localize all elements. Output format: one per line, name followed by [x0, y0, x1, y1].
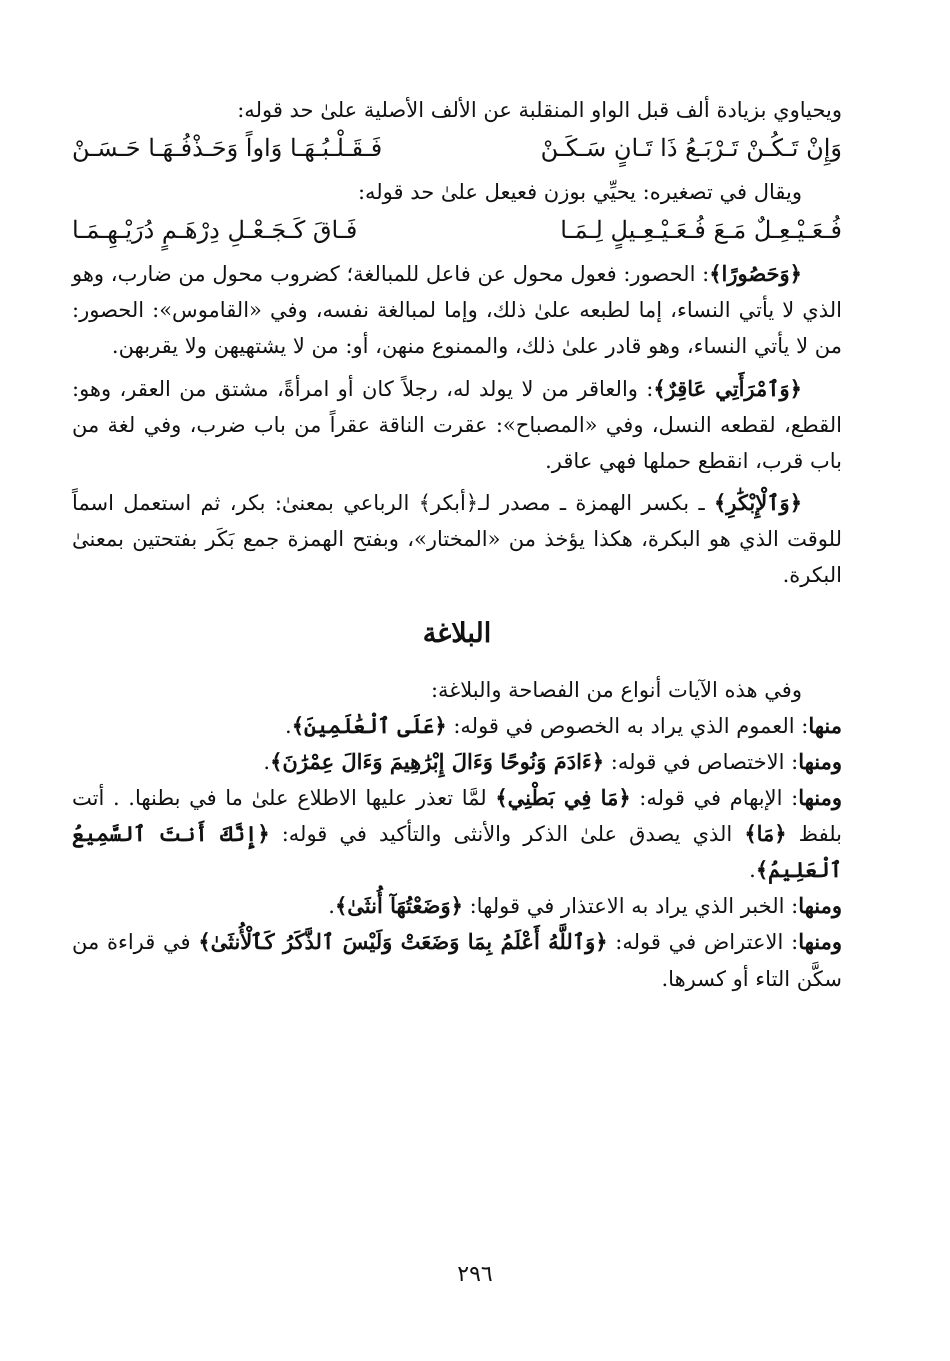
item-text: : الاعتراض في قوله:	[607, 930, 799, 955]
main-text	[72, 92, 842, 997]
quran-quote: ﴿وَٱمْرَأَتِي عَاقِرٌ﴾	[653, 375, 802, 401]
page-number: ٢٩٦	[457, 1262, 493, 1287]
item-text: : العموم الذي يراد به الخصوص في قوله:	[446, 713, 809, 738]
verse-1-hemistich-right: وَإِنْ تَـكُـنْ تَـرْبَـعُ ذَا تَـانٍ سَـكَـنْ	[540, 134, 842, 163]
item-end: .	[285, 713, 292, 738]
hasur-paragraph	[72, 256, 842, 364]
verse-1	[72, 130, 842, 166]
verse-2	[72, 212, 842, 248]
item-text: : الخبر الذي يراد به الاعتذار في قولها:	[462, 894, 799, 919]
quran-quote: ﴿وَحَصُورًا﴾	[709, 261, 802, 287]
quran-quote: ﴿عَلَى ٱلْعَٰلَمِينَ﴾	[291, 712, 447, 738]
quran-quote: ﴿وَٱللَّهُ أَعْلَمُ بِمَا وَضَعَتْ وَلَيْسَ ٱلذَّكَرُ كَٱلْأُنثَىٰ﴾	[198, 929, 608, 955]
item-text: : الاختصاص في قوله:	[604, 749, 799, 774]
intro-line: ويحياوي بزيادة ألف قبل الواو المنقلبة عن الألف الأصلية علىٰ حد قوله:	[237, 98, 842, 122]
quran-quote: ﴿وَضَعْتُهَآ أُنثَىٰ﴾	[334, 893, 463, 919]
quran-quote: ﴿إِنَّكَ أَنتَ ٱلسَّمِيعُ ٱلْعَلِيمُ﴾	[72, 821, 842, 883]
item-end: .	[328, 894, 335, 919]
balagha-item-4	[72, 888, 842, 924]
item-lead: منها	[808, 712, 842, 738]
item-end: .	[749, 858, 756, 883]
ibkar-paragraph	[72, 485, 842, 593]
balagha-item-2	[72, 744, 842, 780]
paragraph-text: : والعاقر من لا يولد له، رجلاً كان أو امرأةً، مشتق من العقر، وهو: القطع، لقطعه النسل، وفي «المصباح»: عقرت الناقة عقراً من باب ضرب، وفي لغة من باب قرب، انقطع حملها فهي عاقر.	[72, 376, 842, 473]
balagha-item-3	[72, 780, 842, 888]
paragraph-text: ـ بكسر الهمزة ـ مصدر لـ﴿أبكر﴾ الرباعي بمعنىٰ: بكر، ثم استعمل اسماً للوقت الذي هو البكرة، هكذا يؤخذ من «المختار»، وبفتح الهمزة جمع بَكَر بفتحتين بمعنىٰ البكرة.	[72, 490, 842, 588]
item-text: : الإبهام في قوله:	[630, 785, 799, 810]
item-text: في قراءة من سكَّن التاء أو كسرها.	[72, 930, 842, 991]
section-heading: البلاغة	[422, 618, 492, 650]
item-text: الذي يصدق علىٰ الذكر والأنثى والتأكيد في قوله:	[269, 822, 745, 847]
balagha-item-1	[72, 708, 842, 744]
tasghir-line: ويقال في تصغيره: يحيِّي بوزن فعيعل علىٰ حد قوله:	[357, 180, 802, 205]
quran-quote: ﴿مَا فِي بَطْنِي﴾	[495, 784, 631, 810]
verse-2-hemistich-right: فُـعَـيْـعِـلٌ مَـعَ فُـعَـيْـعِـيلٍ لِـمَـا	[560, 216, 842, 245]
verse-1-hemistich-left: فَـقَـلْـبُـهَـا وَاواً وَحَـذْفُـهَـا حَـسَـنْ	[72, 134, 383, 163]
item-lead: ومنها	[798, 929, 842, 955]
quran-quote: ﴿وَٱلْإِبْكَٰرِ﴾	[713, 489, 802, 515]
item-end: .	[263, 749, 271, 774]
quran-quote: ﴿مَا﴾	[744, 821, 787, 847]
verse-2-hemistich-left: فَـاقَ كَـجَـعْـلِ دِرْهَـمٍ دُرَيْـهِـمَـا	[72, 216, 358, 245]
item-lead: ومنها	[798, 784, 842, 810]
item-lead: ومنها	[798, 893, 842, 919]
balagha-item-5	[72, 924, 842, 996]
balagha-intro: وفي هذه الآيات أنواع من الفصاحة والبلاغة:	[430, 677, 802, 702]
paragraph-text: : الحصور: فعول محول عن فاعل للمبالغة؛ كضروب محول من ضارب، وهو الذي لا يأتي النساء، إما لطبعه علىٰ ذلك، وإما لمبالغة نفسه، وفي «القاموس»: الحصور: من لا يأتي النساء، وهو قادر علىٰ ذلك، والممنوع منهن، أو: من لا يشتهيهن ولا يقربهن.	[72, 262, 842, 359]
item-lead: ومنها	[798, 748, 842, 774]
item-text: لمَّا تعذر عليها الاطلاع علىٰ ما في بطنها. . أتت بلفظ	[72, 785, 843, 847]
aqir-paragraph	[72, 371, 842, 479]
quran-quote: ﴿ءَادَمَ وَنُوحًا وَءَالَ إِبْرَٰهِيمَ وَءَالَ عِمْرَٰنَ﴾	[270, 748, 605, 774]
